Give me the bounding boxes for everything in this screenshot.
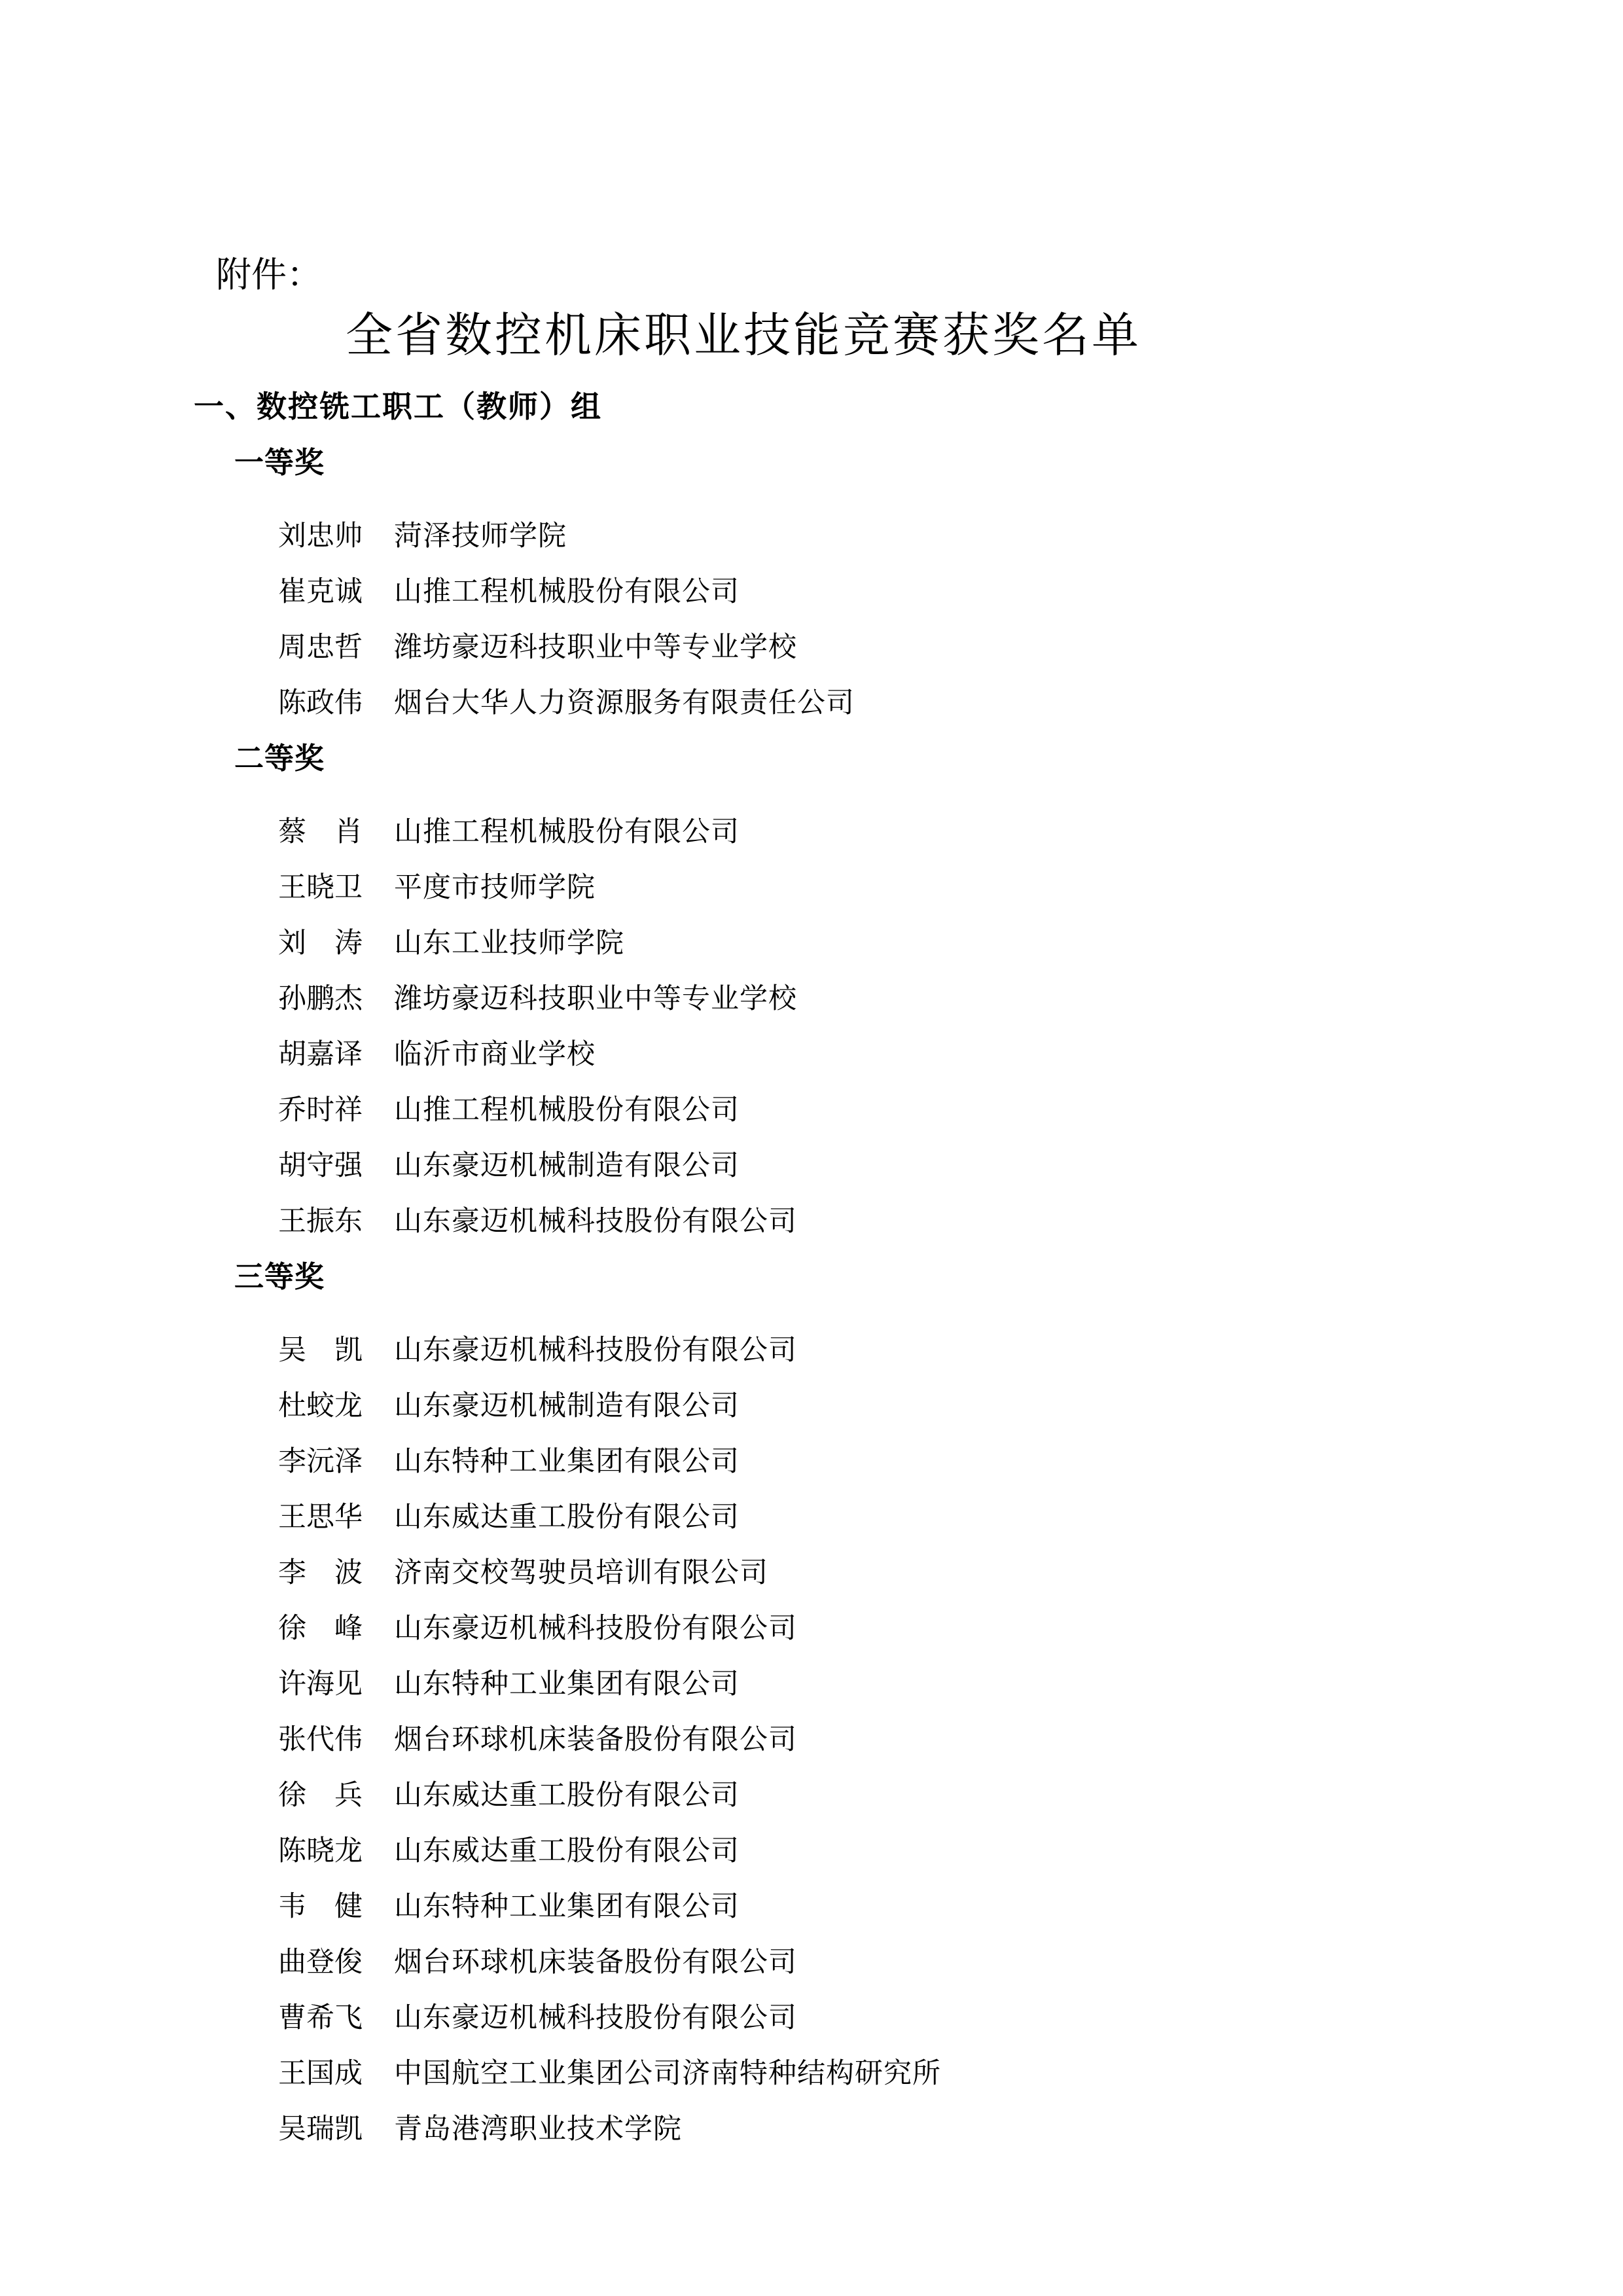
winner-name: 王国成 [278,2058,363,2089]
winner-name: 陈晓龙 [278,1836,363,1867]
winner-organization: 济南交校驾驶员培训有限公司 [394,1558,768,1588]
winner-name: 曹希飞 [278,2003,363,2034]
winner-row [278,860,1623,916]
winner-row [278,509,1623,564]
winner-name: 王晓卫 [278,872,363,903]
winner-row [278,1434,1623,1490]
winner-row [278,1323,1623,1378]
award-winner-list [0,509,1623,731]
winner-organization: 临沂市商业学校 [394,1039,596,1070]
winner-name: 乔时祥 [278,1095,363,1126]
winner-organization: 山东豪迈机械科技股份有限公司 [394,1335,797,1366]
winner-name: 杜蛟龙 [278,1391,363,1422]
winner-organization: 山东威达重工股份有限公司 [394,1780,740,1811]
winner-organization: 山东豪迈机械科技股份有限公司 [394,1206,797,1237]
winner-row [278,1935,1623,1990]
winner-organization: 烟台环球机床装备股份有限公司 [394,1725,797,1755]
winner-organization: 菏泽技师学院 [394,521,567,552]
winner-row [278,804,1623,860]
winner-name: 张代伟 [278,1725,363,1755]
attachment-label: 附件： [216,255,322,295]
winner-row [278,2102,1623,2157]
winner-row [278,675,1623,731]
winner-row [278,1138,1623,1194]
winner-organization: 山东豪迈机械科技股份有限公司 [394,1613,797,1644]
winner-name: 刘 涛 [278,928,363,959]
winner-row [278,1879,1623,1935]
section-heading: 一、数控铣工职工（教师）组 [194,390,602,423]
award-winner-list [0,804,1623,1249]
winner-organization: 烟台大华人力资源服务有限责任公司 [394,688,855,719]
award-level-heading: 一等奖 [234,446,325,479]
winner-organization: 潍坊豪迈科技职业中等专业学校 [394,632,797,663]
winner-name: 李 波 [278,1558,363,1588]
winner-name: 孙鹏杰 [278,984,363,1014]
winner-name: 吴 凯 [278,1335,363,1366]
winner-row [278,1083,1623,1138]
winner-organization: 山推工程机械股份有限公司 [394,1095,740,1126]
winner-organization: 山东豪迈机械制造有限公司 [394,1151,740,1181]
winner-organization: 山东特种工业集团有限公司 [394,1669,740,1700]
winner-row [278,971,1623,1027]
winner-name: 胡嘉译 [278,1039,363,1070]
winner-organization: 山东豪迈机械科技股份有限公司 [394,2003,797,2034]
award-group [0,435,1623,731]
winner-name: 曲登俊 [278,1947,363,1978]
winner-organization: 山东工业技师学院 [394,928,624,959]
winner-organization: 烟台环球机床装备股份有限公司 [394,1947,797,1978]
page-title: 全省数控机床职业技能竞赛获奖名单 [346,310,1142,362]
winner-name: 陈政伟 [278,688,363,719]
winner-name: 王思华 [278,1502,363,1533]
winner-row [278,1657,1623,1712]
winner-name: 胡守强 [278,1151,363,1181]
winner-name: 刘忠帅 [278,521,363,552]
winner-name: 蔡 肖 [278,817,363,848]
award-list [0,435,1623,2157]
winner-name: 王振东 [278,1206,363,1237]
winner-name: 李沅泽 [278,1446,363,1477]
winner-organization: 山东特种工业集团有限公司 [394,1892,740,1922]
winner-organization: 山东威达重工股份有限公司 [394,1836,740,1867]
winner-name: 韦 健 [278,1892,363,1922]
winner-row [278,1823,1623,1879]
winner-organization: 山推工程机械股份有限公司 [394,577,740,607]
award-winner-list [0,1323,1623,2157]
winner-row [278,564,1623,620]
award-group [0,1249,1623,2157]
award-level-heading: 三等奖 [234,1261,325,1293]
winner-row [278,1768,1623,1823]
winner-row [278,1194,1623,1249]
winner-organization: 中国航空工业集团公司济南特种结构研究所 [394,2058,941,2089]
winner-row [278,1027,1623,1083]
winner-row [278,1712,1623,1768]
winner-row [278,1378,1623,1434]
winner-row [278,916,1623,971]
winner-row [278,620,1623,675]
winner-organization: 平度市技师学院 [394,872,596,903]
winner-row [278,1490,1623,1545]
winner-name: 周忠哲 [278,632,363,663]
winner-row [278,1990,1623,2046]
winner-name: 吴瑞凯 [278,2114,363,2145]
winner-organization: 青岛港湾职业技术学院 [394,2114,682,2145]
winner-organization: 山东威达重工股份有限公司 [394,1502,740,1533]
winner-name: 许海见 [278,1669,363,1700]
winner-row [278,1601,1623,1657]
winner-row [278,1545,1623,1601]
winner-organization: 山推工程机械股份有限公司 [394,817,740,848]
award-level-heading: 二等奖 [234,742,325,775]
winner-organization: 山东特种工业集团有限公司 [394,1446,740,1477]
winner-name: 崔克诚 [278,577,363,607]
winner-name: 徐 峰 [278,1613,363,1644]
award-group [0,731,1623,1249]
winner-organization: 山东豪迈机械制造有限公司 [394,1391,740,1422]
winner-row [278,2046,1623,2102]
winner-organization: 潍坊豪迈科技职业中等专业学校 [394,984,797,1014]
winner-name: 徐 兵 [278,1780,363,1811]
